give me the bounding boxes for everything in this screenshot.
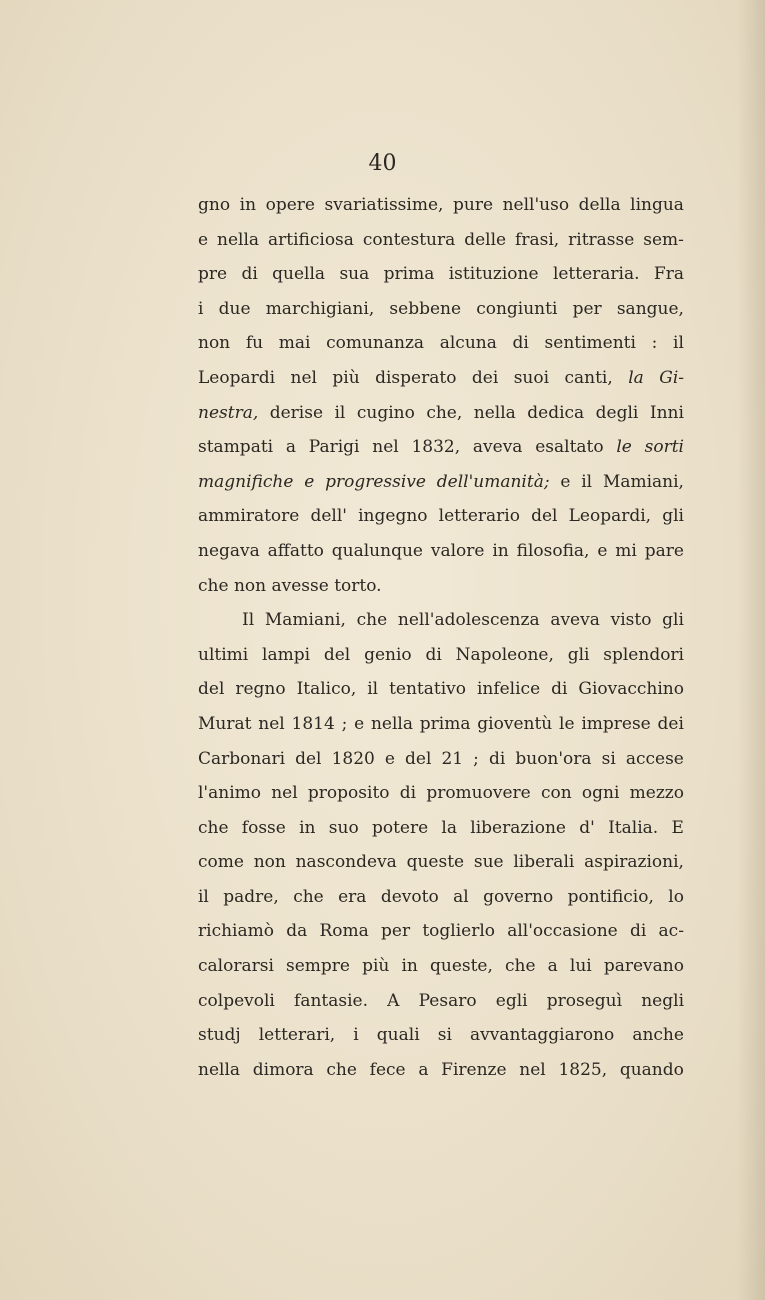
text-line: magnifiche e progressive dell'umanità; e il Mamiani,	[198, 471, 684, 492]
text-line: Leopardi nel più disperato dei suoi canti, la Gi-	[198, 367, 684, 388]
text-line: come non nascondeva queste sue liberali aspirazioni,	[198, 852, 684, 873]
page-number: 40	[368, 151, 397, 176]
body-text	[198, 188, 684, 1087]
text-line: nestra, derise il cugino che, nella dedica degli Inni	[198, 402, 684, 423]
text-line: gno in opere svariatissime, pure nell'uso della lingua	[198, 195, 684, 215]
text-line: stampati a Parigi nel 1832, aveva esaltato le sorti	[198, 437, 684, 458]
text-line: colpevoli fantasie. A Pesaro egli proseguì negli	[198, 990, 684, 1011]
text-line: Murat nel 1814 ; e nella prima gioventù le imprese dei	[198, 713, 684, 734]
text-line: ammiratore dell' ingegno letterario del Leopardi, gli	[198, 506, 684, 527]
text-line: calorarsi sempre più in queste, che a lui parevano	[198, 956, 684, 977]
text-line: ultimi lampi del genio di Napoleone, gli splendori	[198, 644, 684, 665]
text-line: studj letterari, i quali si avvantaggiarono anche	[198, 1025, 684, 1046]
text-line: non fu mai comunanza alcuna di sentimenti : il	[198, 333, 684, 354]
text-line: che non avesse torto.	[198, 575, 382, 596]
text-line: il padre, che era devoto al governo pontificio, lo	[198, 886, 684, 907]
text-line: l'animo nel proposito di promuovere con ogni mezzo	[198, 783, 684, 804]
text-line: del regno Italico, il tentativo infelice di Giovacchino	[198, 679, 684, 700]
text-line: richiamò da Roma per toglierlo all'occasione di ac-	[198, 921, 684, 942]
text-line: e nella artificiosa contestura delle frasi, ritrasse sem-	[198, 229, 684, 250]
text-line: negava affatto qualunque valore in filosofia, e mi pare	[198, 540, 684, 561]
text-line: pre di quella sua prima istituzione letteraria. Fra	[198, 264, 684, 285]
text-line: Carbonari del 1820 e del 21 ; di buon'ora si accese	[198, 748, 684, 769]
page-edge-shadow	[737, 0, 765, 1300]
text-line: che fosse in suo potere la liberazione d' Italia. E	[198, 817, 684, 838]
text-line: i due marchigiani, sebbene congiunti per sangue,	[198, 298, 684, 319]
text-line: nella dimora che fece a Firenze nel 1825, quando	[198, 1059, 684, 1080]
text-line: Il Mamiani, che nell'adolescenza aveva visto gli	[242, 610, 684, 631]
